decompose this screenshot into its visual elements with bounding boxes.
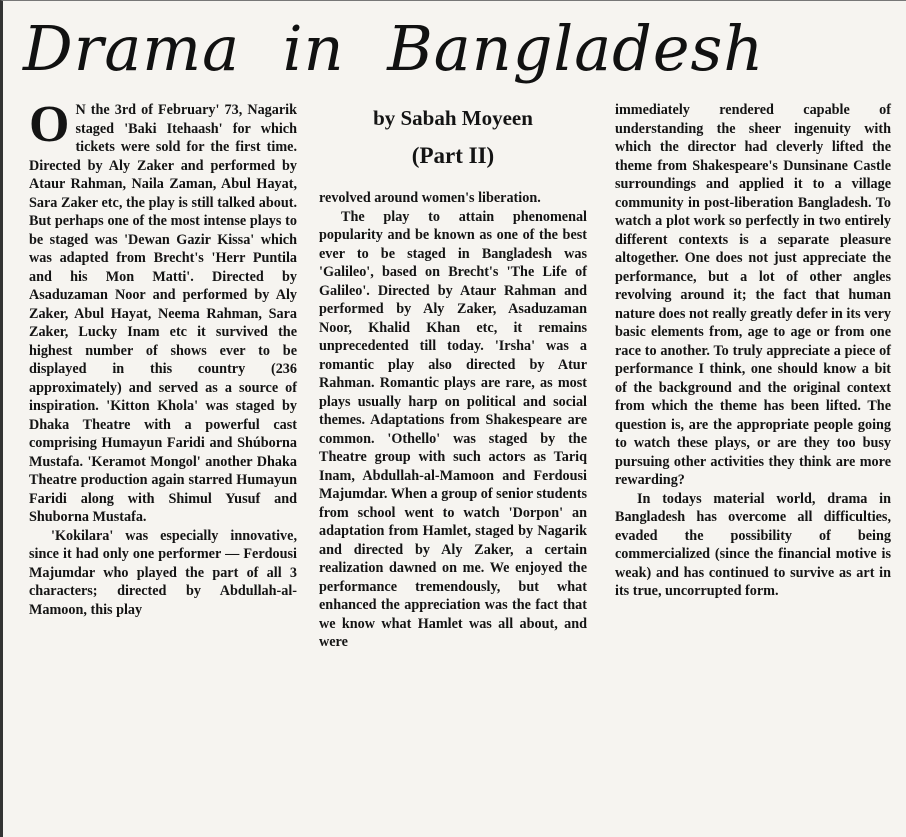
kokilara-paragraph: 'Kokilara' was especially innovative, since it had only one performer — Ferdousi Majumdar who played the part of all 3 characters; directed by Abdullah-al-Mamoon, this play xyxy=(29,527,297,618)
galileo-paragraph: The play to attain phenomenal popularity and be known as one of the best ever to be staged in Bangladesh was 'Galileo', based on Brecht's 'The Life of Galileo'. Directed by Ataur Rahman and performed by Aly Zaker, Asaduzaman Noor, Khalid Khan etc, it remains unprecedented till today. 'Irsha' was a romantic play also directed by Atur Rahman. Romantic plays are rare, as most plays usually harp on political and social themes. Adaptations from Shakespeare are common. 'Othello' was staged by the Theatre group with such actors as Tariq Inam, Abdullah-al-Mamoon and Ferdousi Majumdar. When a group of senior students from school went to watch 'Dorpon' an adaptation from Hamlet, staged by Nagarik and directed by Aly Zaker, a certain realization dawned on me. We enjoyed the performance tremendously, but what enhanced the appreciation was the fact that we know what Hamlet was all about, and were xyxy=(319,208,587,650)
opening-paragraph-text: N the 3rd of February' 73, Nagarik staged 'Baki Itehaash' for which tickets were sold for the first time. Directed by Aly Zaker and performed by Ataur Rahman, Naila Zaman, Abul Hayat, Sara Zaker etc, the play is still talked about. But perhaps one of the most intense plays to be staged was 'Dewan Gazir Kissa' which was adapted from Brecht's 'Herr Puntila and his Mon Matti'. Directed by Asaduzaman Noor and performed by Aly Zaker, Abul Hayat, Neema Rahman, Sara Zaker, Lucky Inam etc it survived the highest number of shows ever to be displayed in this country (236 approximately) and served as a source of inspiration. 'Kitton Khola' was staged by Dhaka Theatre with a powerful cast comprising Humayun Faridi and Shúborna Mustafa. 'Keramot Mongol' another Dhaka Theatre production again starred Humayun Faridi along with Shimul Yusuf and Shuborna Mustafa. xyxy=(29,102,297,525)
column3-continuation: immediately rendered capable of understanding the sheer ingenuity with which the director had cleverly lifted the theme from Shakespeare's Dunsinane Castle surroundings and applied it to a village community in post-liberation Bangladesh. To watch a plot work so perfectly in two entirely different contexts is a separate pleasure altogether. One does not just appreciate the performance, but a lot of other angles revolving around it; the fact that human nature does not really greatly defer in its very basic elements from, age to age or from one race to another. To truly appreciate a piece of performance I think, one should know a bit of the background and the original context from which the theme has been lifted. The question is, are the appropriate people going to watch these plays, or are they too busy pursuing other activities they think are more rewarding? xyxy=(615,102,891,488)
article-column-2 xyxy=(319,101,587,652)
conclusion-paragraph: In todays material world, drama in Bangladesh has overcome all difficulties, evaded the possibility of being commercialized (since the financial motive is weak) and has continued to survive as art in its true, uncorrupted form. xyxy=(615,490,891,599)
part-label: (Part II) xyxy=(411,143,495,168)
column2-continuation: revolved around women's liberation. xyxy=(319,190,541,206)
article-column-3 xyxy=(615,101,891,601)
headline: Drama in Bangladesh xyxy=(23,12,765,85)
opening-paragraph xyxy=(29,96,297,527)
byline: by Sabah Moyeen xyxy=(373,106,533,130)
article-column-1 xyxy=(29,96,297,619)
drop-cap: O xyxy=(29,96,70,153)
